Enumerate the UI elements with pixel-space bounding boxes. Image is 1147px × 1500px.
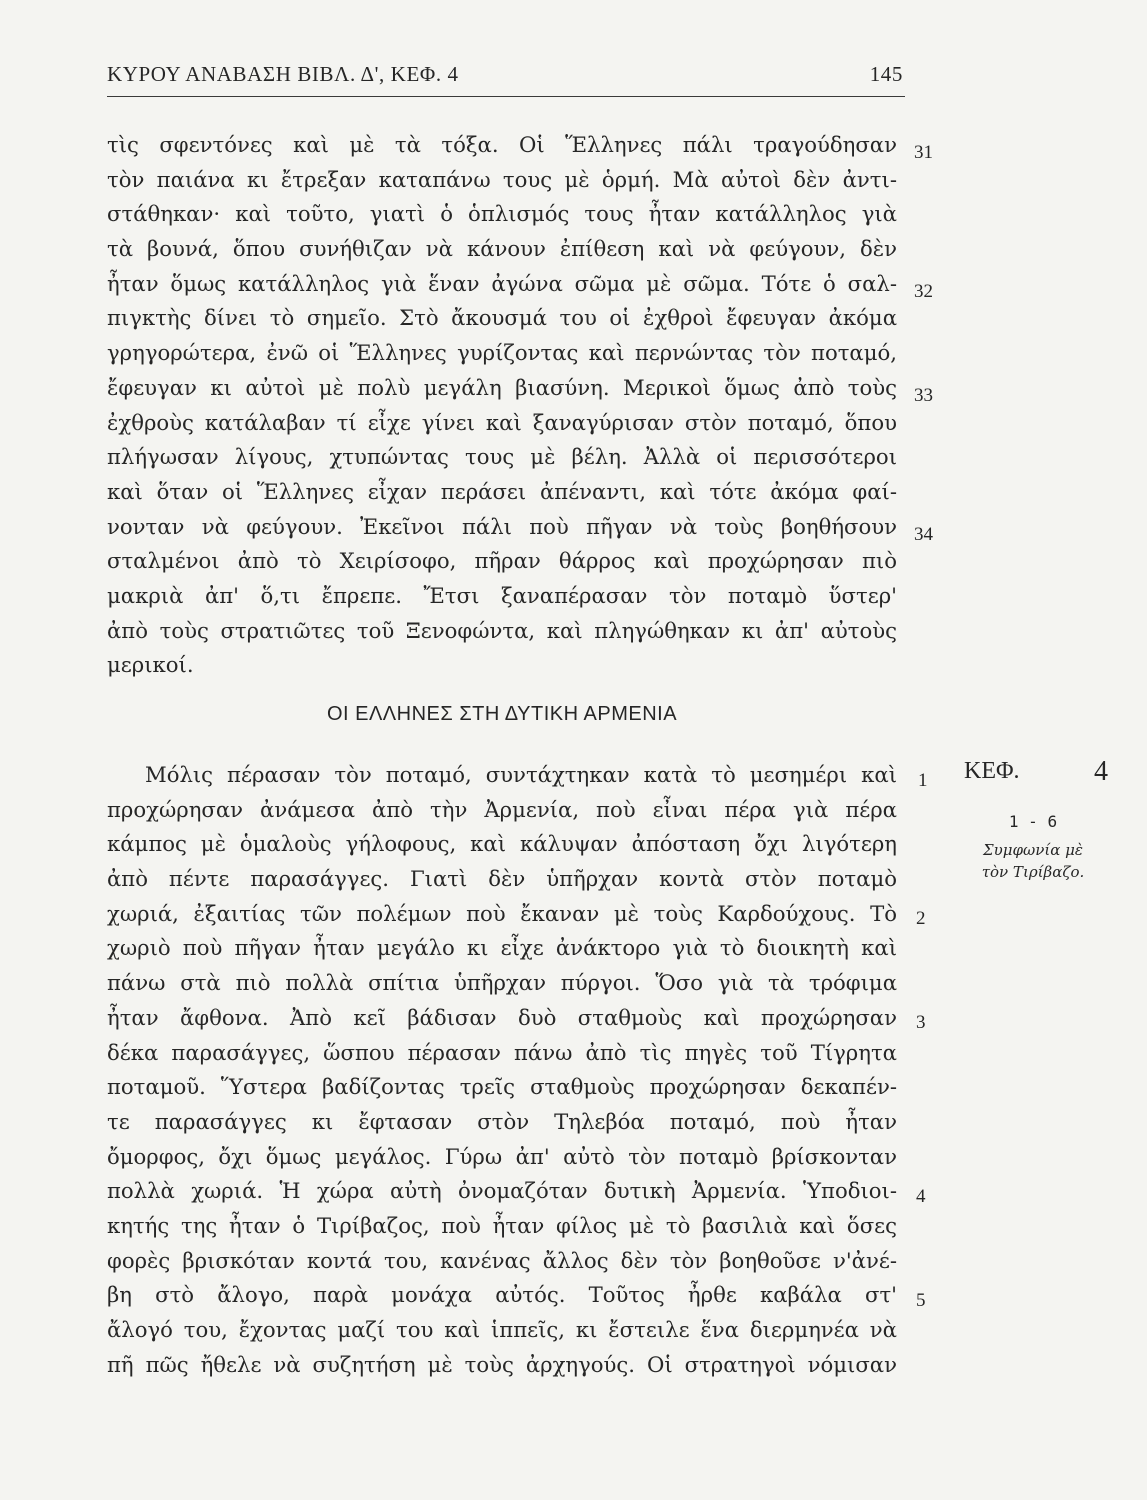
text-line: ἐχθροὺς κατάλαβαν τί εἶχε γίνει καὶ ξαναγύρισαν στὸν ποταμό, ὅπου <box>107 409 897 435</box>
text-line: σταλμένοι ἀπὸ τὸ Χειρίσοφο, πῆραν θάρρος καὶ προχώρησαν πιὸ <box>107 548 897 574</box>
text-line: καὶ ὅταν οἱ Ἕλληνες εἶχαν περάσει ἀπέναντι, καὶ τότε ἀκόμα φαί- <box>107 478 897 504</box>
chapter-number: 4 <box>1094 756 1108 787</box>
text-line: γρηγορώτερα, ἐνῶ οἱ Ἕλληνες γυρίζοντας καὶ περνώντας τὸν ποταμό, <box>107 340 897 366</box>
margin-section-number: 31 <box>914 142 933 163</box>
text-line: τὰ βουνά, ὅπου συνήθιζαν νὰ κάνουν ἐπίθεση καὶ νὰ φεύγουν, δὲν <box>107 236 897 262</box>
text-line: ἀπὸ πέντε παρασάγγες. Γιατὶ δὲν ὑπῆρχαν κοντὰ στὸν ποταμὸ <box>107 866 897 892</box>
text-line: τὸν παιάνα κι ἔτρεξαν καταπάνω τους μὲ ὁρμή. Μὰ αὐτοὶ δὲν ἀντι- <box>107 166 897 192</box>
chapter-summary <box>958 839 1108 883</box>
paragraph-block-top <box>107 128 897 683</box>
text-line: ἦταν ἄφθονα. Ἀπὸ κεῖ βάδισαν δυὸ σταθμοὺς καὶ προχώρησαν <box>107 1004 897 1030</box>
text-line: φορὲς βρισκόταν κοντά του, κανένας ἄλλος δὲν τὸν βοηθοῦσε ν'ἀνέ- <box>107 1247 897 1273</box>
page-number: 145 <box>869 62 903 86</box>
text-line: δέκα παρασάγγες, ὥσπου πέρασαν πάνω ἀπὸ τὶς πηγὲς τοῦ Τίγρητα <box>107 1039 897 1065</box>
running-head-title: ΚΥΡΟΥ ΑΝΑΒΑΣΗ ΒΙΒΛ. Δ', ΚΕΦ. 4 <box>107 62 459 86</box>
chapter-summary-line: τὸν Τιρίβαζο. <box>981 863 1085 881</box>
margin-section-number: 4 <box>916 1186 926 1207</box>
text-line: πλήγωσαν λίγους, χτυπώντας τους μὲ βέλη. Ἀλλὰ οἱ περισσότεροι <box>107 444 897 470</box>
text-line: ἀπὸ τοὺς στρατιῶτες τοῦ Ξενοφώντα, καὶ πληγώθηκαν κι ἀπ' αὐτοὺς <box>107 617 897 643</box>
margin-section-number: 32 <box>914 281 933 302</box>
text-line: προχώρησαν ἀνάμεσα ἀπὸ τὴν Ἀρμενία, ποὺ εἶναι πέρα γιὰ πέρα <box>107 796 897 822</box>
margin-section-number: 1 <box>918 770 928 791</box>
text-line: κητής της ἦταν ὁ Τιρίβαζος, ποὺ ἦταν φίλος μὲ τὸ βασιλιὰ καὶ ὅσες <box>107 1212 897 1238</box>
margin-section-number: 5 <box>916 1290 926 1311</box>
text-line: πάνω στὰ πιὸ πολλὰ σπίτια ὑπῆρχαν πύργοι. Ὅσο γιὰ τὰ τρόφιμα <box>107 970 897 996</box>
text-line: μερικοί. <box>107 652 194 678</box>
text-line: πολλὰ χωριά. Ἡ χώρα αὐτὴ ὀνομαζόταν δυτικὴ Ἀρμενία. Ὑποδιοι- <box>107 1178 897 1204</box>
section-heading: ΟΙ ΕΛΛΗΝΕΣ ΣΤΗ ΔΥΤΙΚΗ ΑΡΜΕΝΙΑ <box>326 703 678 725</box>
text-line: ἄλογό του, ἔχοντας μαζί του καὶ ἱππεῖς, κι ἔστειλε ἕνα διερμηνέα νὰ <box>107 1317 897 1342</box>
text-line: ἔφευγαν κι αὐτοὶ μὲ πολὺ μεγάλη βιασύνη. Μερικοὶ ὅμως ἀπὸ τοὺς <box>107 374 897 400</box>
margin-section-number: 34 <box>914 524 933 545</box>
text-line: ὄμορφος, ὄχι ὅμως μεγάλος. Γύρω ἀπ' αὐτὸ τὸν ποταμὸ βρίσκονταν <box>107 1143 897 1169</box>
text-line: πιγκτὴς δίνει τὸ σημεῖο. Στὸ ἄκουσμά του οἱ ἐχθροὶ ἔφευγαν ἀκόμα <box>107 305 897 331</box>
text-line: στάθηκαν· καὶ τοῦτο, γιατὶ ὁ ὁπλισμός τους ἦταν κατάλληλος γιὰ <box>107 201 897 227</box>
chapter-summary-line: Συμφωνία μὲ <box>983 841 1083 859</box>
text-line: χωριὸ ποὺ πῆγαν ἦταν μεγάλο κι εἶχε ἀνάκτορο γιὰ τὸ διοικητὴ καὶ <box>107 935 897 961</box>
margin-section-number: 3 <box>916 1012 926 1033</box>
text-line: πῆ πῶς ἤθελε νὰ συζητήση μὲ τοὺς ἀρχηγούς. Οἱ στρατηγοὶ νόμισαν <box>107 1351 897 1377</box>
chapter-side-note <box>958 758 1108 883</box>
text-line: ἦταν ὅμως κατάλληλος γιὰ ἕναν ἀγώνα σῶμα μὲ σῶμα. Τότε ὁ σαλ- <box>107 270 897 296</box>
text-line: τε παρασάγγες κι ἔφτασαν στὸν Τηλεβόα ποταμό, ποὺ ἦταν <box>107 1108 897 1134</box>
margin-section-number: 2 <box>916 908 926 929</box>
text-line: νονταν νὰ φεύγουν. Ἐκεῖνοι πάλι ποὺ πῆγαν νὰ τοὺς βοηθήσουν <box>107 513 897 539</box>
text-line: Μόλις πέρασαν τὸν ποταμό, συντάχτηκαν κατὰ τὸ μεσημέρι καὶ <box>145 762 897 787</box>
running-head <box>107 62 905 97</box>
text-line: ποταμοῦ. Ὕστερα βαδίζοντας τρεῖς σταθμοὺς προχώρησαν δεκαπέν- <box>107 1074 897 1100</box>
margin-section-number: 33 <box>914 385 933 406</box>
paragraph-block-bottom <box>107 758 897 1382</box>
text-line: βη στὸ ἄλογο, παρὰ μονάχα αὐτός. Τοῦτος ἦρθε καβάλα στ' <box>107 1282 897 1308</box>
text-line: μακριὰ ἀπ' ὅ,τι ἔπρεπε. Ἔτσι ξαναπέρασαν τὸν ποταμὸ ὕστερ' <box>107 582 897 608</box>
section-range: 1 - 6 <box>1008 812 1058 831</box>
text-line: τὶς σφεντόνες καὶ μὲ τὰ τόξα. Οἱ Ἕλληνες πάλι τραγούδησαν <box>107 132 897 157</box>
chapter-label-row <box>958 758 1108 798</box>
text-line: κάμπος μὲ ὁμαλοὺς γήλοφους, καὶ κάλυψαν ἀπόσταση ὄχι λιγότερη <box>107 831 897 857</box>
chapter-label: ΚΕΦ. <box>964 758 1020 784</box>
text-line: χωριά, ἐξαιτίας τῶν πολέμων ποὺ ἔκαναν μὲ τοὺς Καρδούχους. Τὸ <box>107 900 897 926</box>
